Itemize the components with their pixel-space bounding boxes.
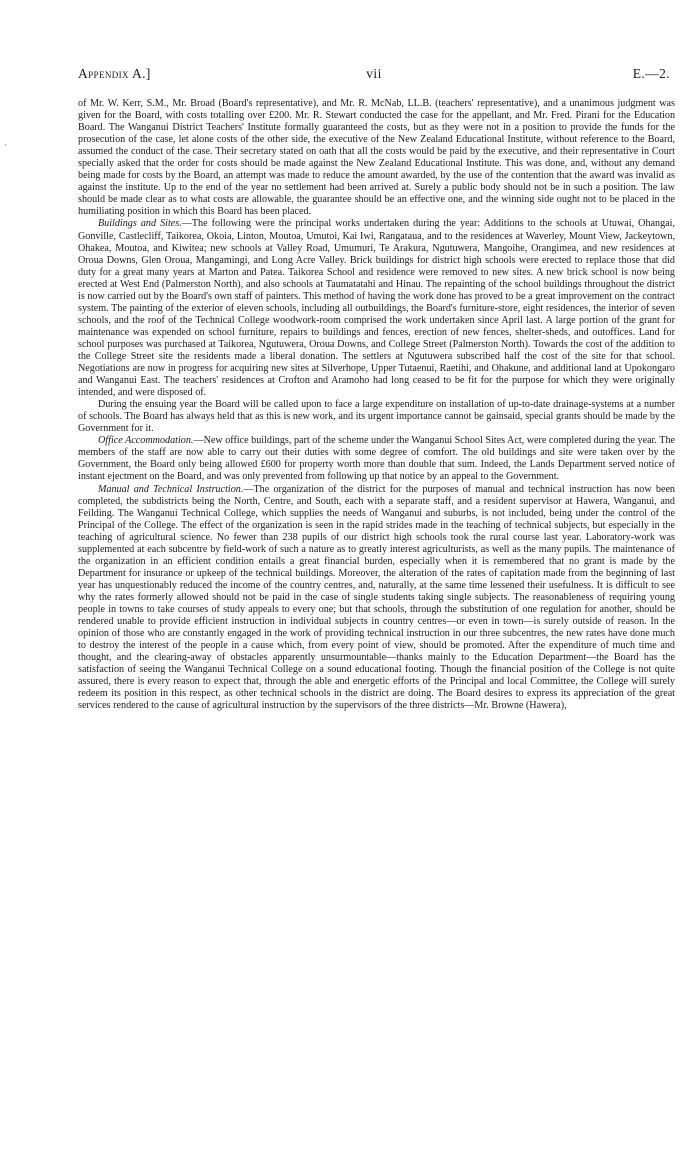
paragraph-office-accommodation (78, 435, 675, 483)
section-heading: Manual and Technical Instruction. (98, 483, 244, 495)
paragraph-text: —The following were the principal works undertaken during the year: Additions to the schools at Utuwai, Ohangai, Gonville, Castlecliff, Taikorea, Okoia, Linton, Moutoa, Umutoi, Kai Iwi, Rangataua, and to the residences at Waverley, Mount View, Jackeytown, Ohakea, Moutoa, and Kiwitea; new schools at Valley Road, Umumuri, Te Arakura, Ngutuwera, Mangoihe, Orangimea, and new residences at Oroua Downs, Glen Oroua, Mangamingi, and Long Acre Valley. Brick buildings for district high schools were erected to replace those that did duty for a great many years at Marton and Patea. Taikorea School and residence were removed to new sites. A new brick school is now being erected at West End (Palmerston North), and also schools at Taumatatahi and Hinau. The repainting of the school buildings throughout the district is now carried out by the Board's own staff of painters. This method of having the work done has proved to be a great improvement on the contract system. The painting of the exterior of eleven schools, including all outbuildings, the Board's furniture-store, eight residences, the interior of seven schools, and the roof of the Technical College woodwork-room comprised the work undertaken since April last. A large portion of the grant for maintenance was expended on school furniture, repairs to buildings and fences, erection of new fences, shelter-sheds, and outoffices. Land for school purposes was purchased at Taikorea, Ngutuwera, Oroua Downs, and College Street (Palmerston North). Towards the cost of the addition to the College Street site the residents made a liberal donation. The settlers at Ngutuwera subscribed half the cost of the site for that school. Negotiations are now in progress for acquiring new sites at Silverhope, Upper Tutaenui, Raetihi, and Ohakune, and additional land at Upokongaro and Wanganui East. The teachers' residences at Crofton and Aramoho had long ceased to be fit for the purpose for which they were originally intended, and were disposed of. (78, 218, 675, 399)
margin-mark: · (4, 141, 7, 151)
paragraph-text: —The organization of the district for the purposes of manual and technical instruction has now been completed, the subdistricts being the North, Centre, and South, each with a separate staff, and a resident supervisor at Hawera, Wanganui, and Feilding. The Wanganui Technical College, which supplies the needs of Wanganui and suburbs, is not included, being under the control of the Principal of the College. The effect of the organization is seen in the rapid strides made in the teaching of technical subjects, but especially in the teaching of agricultural science. No fewer than 238 pupils of our district high schools took the rural course last year. Laboratory-work was supplemented at each subcentre by field-work of such a nature as to greatly interest agriculturists, as well as the many pupils. The maintenance of the organization in an efficient condition entails a great financial burden, especially when it is remembered that no grant is made by the Department for insurance or upkeep of the technical buildings. Moreover, the alteration of the rates of capitation made from the beginning of last year has unquestionably reduced the income of the country centres, and, naturally, at the same time lessened their usefulness. It is difficult to see why the rates formerly allowed should not be paid in the case of single students taking single subjects. The reasonableness of requiring young people in towns to take courses of study appeals to every one; but that schools, through the substitution of one regulation for another, should be rendered unable to provide efficient instruction in individual subjects in country centres—or even in town—is surely outside of reason. In the opinion of those who are constantly engaged in the work of providing technical instruction in our three subcentres, the new rates have done much to destroy the interest of the people in a cause which, from every point of view, should be promoted. After the expenditure of much time and thought, and the clearing-away of obstacles apparently unsurmountable—thanks mainly to the Education Department—the Board has the satisfaction of seeing the Wanganui Technical College on a sound educational footing. Though the financial position of the College is not quite assured, there is every reason to expect that, through the able and energetic efforts of the Principal and local Committee, the College will surely redeem its position in this respect, as other technical schools in the district are doing. The Board desires to express its appreciation of the great services rendered to the cause of agricultural instruction by the supervisors of the three districts—Mr. Browne (Hawera), (78, 483, 675, 712)
paragraph-manual-technical (78, 484, 675, 713)
paragraph-text: During the ensuing year the Board will be called upon to face a large expenditure on installation of up-to-date drainage-systems at a number of schools. The Board has always held that as this is new work, and its urgent importance cannot be gainsaid, special grants should be made by the Government for it. (78, 399, 675, 435)
paragraph-text: —New office buildings, part of the scheme under the Wanganui School Sites Act, were completed during the year. The members of the staff are now able to carry out their duties with some degree of comfort. The old buildings and site were taken over by the Government, the Board only being allowed £600 for property worth more than double that sum. Indeed, the Lands Department served notice of instant ejectment on the Board, and was only prevented from following up that notice by an appeal to the Government. (78, 435, 675, 483)
body-text (78, 98, 675, 712)
section-heading: Buildings and Sites. (98, 218, 182, 230)
paragraph-buildings-and-sites (78, 218, 675, 399)
page-number: vii (366, 66, 382, 81)
page-header (78, 66, 670, 86)
paragraph-costs (78, 98, 675, 218)
appendix-label: Appendix A.] (78, 66, 151, 81)
paragraph-text: of Mr. W. Kerr, S.M., Mr. Broad (Board's representative), and Mr. R. McNab, LL.B. (teachers' representative), and a unanimous judgment was given for the Board, with costs totalling over £200. Mr. R. Stewart conducted the case for the appellant, and Mr. Fred. Pirani for the Education Board. The Wanganui District Teachers' Institute formally guaranteed the costs, but as they were not in a position to provide the funds for the prosecution of the case, let alone costs of the other side, the executive of the New Zealand Educational Institute, without reference to the Board, assumed the conduct of the case. Their secretary stated on oath that all the costs would be paid by the executive, and their representative in Court specially asked that the order for costs should be made against the New Zealand Educational Institute. This was done, and, without any demand being made for costs by the Board, an attempt was made to reduce the amount awarded, by the use of the contention that the award was invalid as against the institute. Up to the end of the year no settlement had been arrived at. Surely a public body should not be in such a position. The law should be made clear as to what costs are allowable, the guarantee should be an effective one, and the winning side ought not to be placed in the humiliating position in which this Board has been placed. (78, 98, 675, 218)
section-heading: Office Accommodation. (98, 435, 194, 447)
paragraph-drainage (78, 399, 675, 435)
document-code: E.—2. (632, 66, 670, 81)
